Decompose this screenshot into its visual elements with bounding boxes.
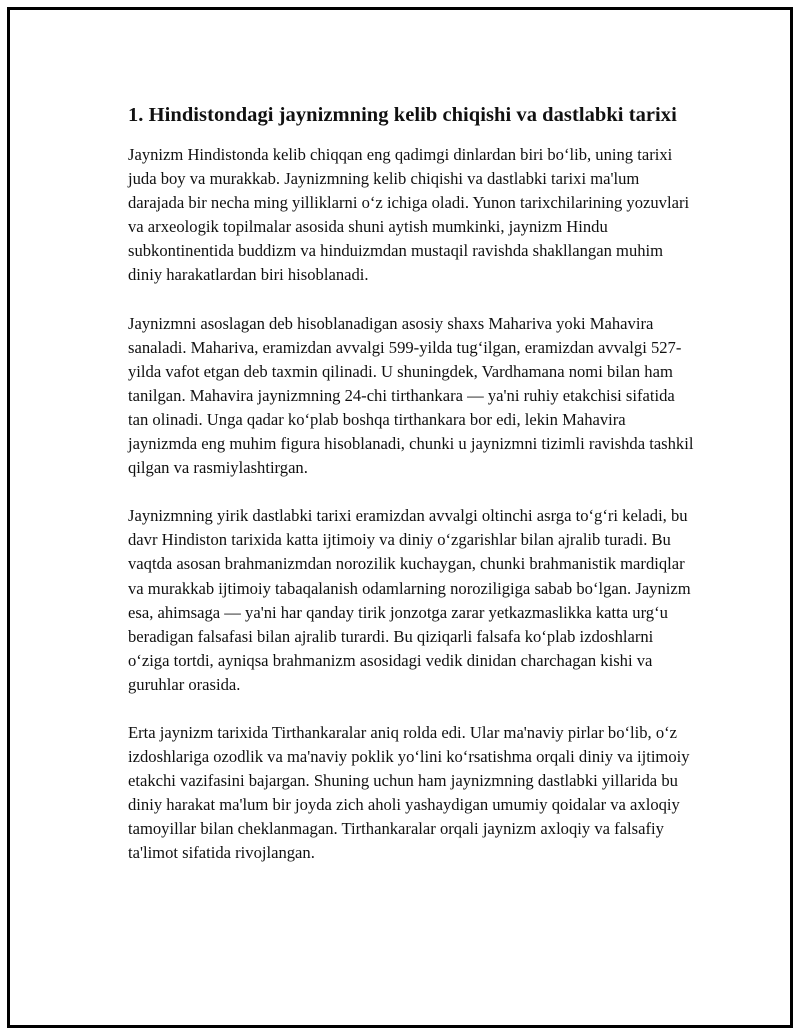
document-body — [128, 101, 698, 866]
paragraph-4: Erta jaynizm tarixida Tirthankaralar aniq rolda edi. Ular ma'naviy pirlar bo‘lib, o‘z izdoshlariga ozodlik va ma'naviy poklik yo‘lini ko‘rsatishma orqali diniy va ijtimoiy etakchi vazifasini bajargan. Shuning uchun ham jaynizmning dastlabki yillarida bu diniy harakat ma'lum bir joyda zich aholi yashaydigan umumiy qoidalar va axloqiy tamoyillar bilan cheklanmagan. Tirthankaralar orqali jaynizm axloqiy va falsafiy ta'limot sifatida rivojlangan. — [128, 722, 690, 863]
document-title: 1. Hindistondagi jaynizmning kelib chiqishi va dastlabki tarixi — [128, 104, 677, 126]
paragraph-2: Jaynizmni asoslagan deb hisoblanadigan asosiy shaxs Mahariva yoki Mahavira sanaladi. Mahariva, eramizdan avvalgi 599-yilda tug‘ilgan, eramizdan avvalgi 527-yilda vafot etgan deb taxmin qilinadi. U shuningdek, Vardhamana nomi bilan ham tanilgan. Mahavira jaynizmning 24-chi tirthankara — ya'ni ruhiy etakchisi sifatida tan olinadi. Unga qadar ko‘plab boshqa tirthankara bor edi, lekin Mahavira jaynizmda eng muhim figura hisoblanadi, chunki u jaynizmni tizimli ravishda tashkil qilgan va rasmiylashtirgan. — [128, 313, 694, 478]
paragraph-1: Jaynizm Hindistonda kelib chiqqan eng qadimgi dinlardan biri bo‘lib, uning tarixi juda boy va murakkab. Jaynizmning kelib chiqishi va dastlabki tarixi ma'lum darajada bir necha ming yilliklarni o‘z ichiga oladi. Yunon tarixchilarining yozuvlari va arxeologik topilmalar asosida shuni aytish mumkinki, jaynizm Hindu subkontinentida buddizm va hinduizmdan mustaqil ravishda shakllangan muhim diniy harakatlardan biri hisoblanadi. — [128, 145, 690, 285]
paragraph-3: Jaynizmning yirik dastlabki tarixi eramizdan avvalgi oltinchi asrga to‘g‘ri keladi, bu davr Hindiston tarixida katta ijtimoiy va diniy o‘zgarishlar bilan ajralib turadi. Bu vaqtda asosan brahmanizmdan norozilik kuchaygan, chunki brahmanistik mardiqlar va murakkab ijtimoiy tabaqalanish odamlarning noroziligiga sabab bo‘lgan. Jaynizm esa, ahimsaga — ya'ni har qanday tirik jonzotga zarar yetkazmaslikka katta urg‘u beradigan falsafasi bilan ajralib turardi. Bu qiziqarli falsafa ko‘plab izdoshlarni o‘ziga tortdi, ayniqsa brahmanizm asosidagi vedik dinidan charchagan kishi va guruhlar orasida. — [128, 506, 691, 694]
page-frame — [7, 7, 793, 1028]
